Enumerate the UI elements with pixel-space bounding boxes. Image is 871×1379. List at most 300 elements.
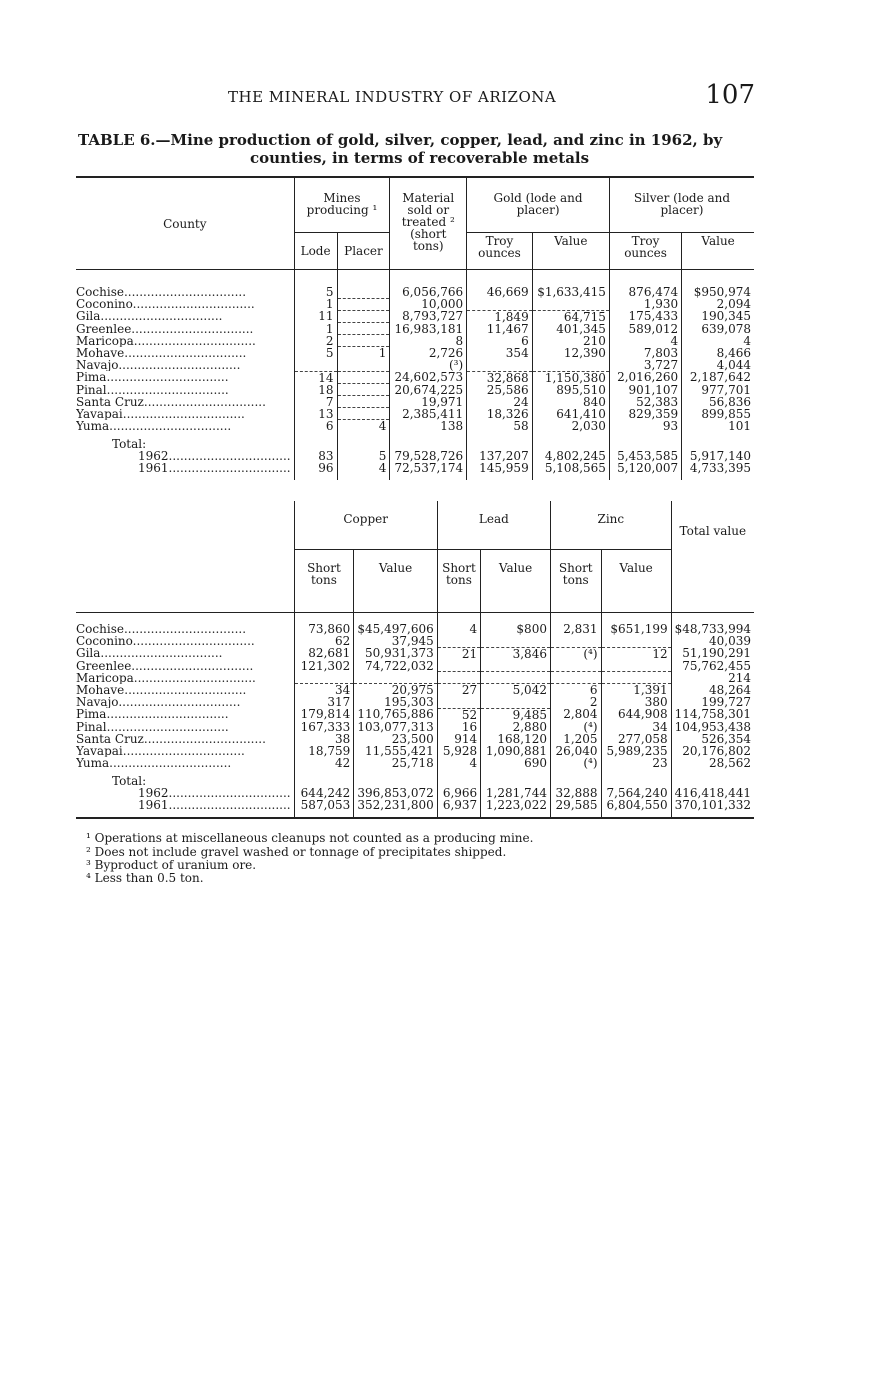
- total-cell: 6,937: [437, 799, 480, 811]
- total-value-header: Total value: [671, 501, 754, 613]
- table-cell: 901,107: [609, 384, 681, 396]
- table-cell: 82,681: [294, 647, 354, 660]
- table-row: [76, 310, 754, 323]
- table-cell: [337, 396, 390, 408]
- leader-dots: ................................: [168, 462, 291, 474]
- table-cell: [550, 672, 601, 684]
- zinc-header: Zinc: [550, 501, 671, 550]
- table-cell: 20,674,225: [390, 384, 467, 396]
- table-cell: 2: [550, 696, 601, 708]
- table-cell: 895,510: [532, 384, 609, 396]
- total-cell: 4,733,395: [682, 462, 754, 474]
- table-cell: 5,928: [437, 745, 480, 757]
- total-cell: 29,585: [550, 799, 601, 811]
- table-cell: 6: [294, 420, 337, 433]
- table-cell: 16: [437, 721, 480, 733]
- table-cell: 8,466: [682, 347, 754, 360]
- table-cell: [437, 660, 480, 672]
- county-name: Yuma................................: [76, 756, 232, 769]
- total-cell: 1,281,744: [481, 787, 551, 799]
- total-cell: 5: [337, 450, 390, 462]
- table-cell: 104,953,438: [671, 721, 754, 733]
- table-cell: 2,094: [682, 298, 754, 310]
- total-year: 1962................................: [138, 786, 291, 799]
- table-cell: 354: [467, 347, 533, 360]
- table-cell: 4: [609, 335, 681, 347]
- table-cell: [481, 660, 551, 672]
- table-cell: [337, 323, 390, 335]
- leader-dots: ................................: [118, 696, 241, 708]
- total-cell: 5,108,565: [532, 462, 609, 474]
- leader-dots: ................................: [168, 786, 291, 799]
- county-name: Mohave................................: [76, 683, 247, 696]
- total-cell: 416,418,441: [671, 787, 754, 799]
- county-name: Mohave................................: [76, 346, 247, 359]
- footnote-3: ³ Byproduct of uranium ore.: [86, 858, 257, 872]
- table-cell: [354, 672, 437, 684]
- total-cell: 1,223,022: [481, 799, 551, 811]
- table-cell: 2,880: [481, 721, 551, 733]
- total-cell: 5,120,007: [609, 462, 681, 474]
- table-cell: [437, 635, 480, 647]
- table-cell: 4: [437, 623, 480, 635]
- table-cell: 5,989,235: [601, 745, 671, 757]
- page-number: 107: [705, 80, 755, 110]
- table-cell: 40,039: [671, 635, 754, 647]
- table-cell: 114,758,301: [671, 708, 754, 721]
- table-cell: 38: [294, 733, 354, 745]
- total-year: 1961................................: [138, 462, 291, 474]
- county-name: Greenlee................................: [76, 322, 254, 335]
- copper-lead-zinc-table: [76, 501, 754, 819]
- table-cell: 101: [682, 420, 754, 433]
- table-cell: 52: [437, 708, 480, 721]
- total-cell: 4: [337, 462, 390, 474]
- table-cell: 214: [671, 672, 754, 684]
- county-name: Coconino................................: [76, 635, 255, 647]
- placer-header: Placer: [337, 233, 390, 270]
- table-cell: 2,030: [532, 420, 609, 433]
- table-cell: 26,040: [550, 745, 601, 757]
- table-cell: 317: [294, 696, 354, 708]
- table-cell: 1,150,380: [532, 371, 609, 384]
- total-year: 1961................................: [138, 798, 291, 811]
- county-name: Pima................................: [76, 708, 229, 721]
- total-cell: 370,101,332: [671, 799, 754, 811]
- county-name: Santa Cruz................................: [76, 732, 266, 745]
- table-cell: [601, 635, 671, 647]
- table-cell: (³): [390, 359, 467, 371]
- table-cell: 2,016,260: [609, 371, 681, 384]
- table-row: [76, 660, 754, 672]
- leader-dots: ................................: [168, 798, 291, 811]
- table-cell: 3,846: [481, 647, 551, 660]
- leader-dots: ................................: [100, 647, 223, 660]
- table-cell: 1: [294, 298, 337, 310]
- table-row: [76, 757, 754, 769]
- table-cell: [337, 384, 390, 396]
- table-cell: 190,345: [682, 310, 754, 323]
- leader-dots: ................................: [106, 371, 229, 384]
- leader-dots: ................................: [131, 659, 254, 672]
- table-cell: 23: [601, 757, 671, 769]
- table-cell: 195,303: [354, 696, 437, 708]
- table-cell: 42: [294, 757, 354, 769]
- footnote-2: ² Does not include gravel washed or tonnage of precipitates shipped.: [86, 845, 507, 859]
- table-cell: 11,555,421: [354, 745, 437, 757]
- table-cell: (⁴): [550, 757, 601, 769]
- table-cell: [550, 660, 601, 672]
- table-cell: 3,727: [609, 359, 681, 371]
- table-cell: [337, 335, 390, 347]
- table-cell: 34: [294, 684, 354, 697]
- total-cell: 644,242: [294, 787, 354, 799]
- table-cell: $651,199: [601, 623, 671, 635]
- table-cell: $800: [481, 623, 551, 635]
- table-row: [76, 708, 754, 721]
- total-cell: 6,804,550: [601, 799, 671, 811]
- total-cell: 145,959: [467, 462, 533, 474]
- table-row: [76, 396, 754, 408]
- total-cell: 137,207: [467, 450, 533, 462]
- leader-dots: ................................: [123, 623, 247, 635]
- table-cell: [337, 298, 390, 310]
- table-cell: 1: [294, 323, 337, 335]
- county-name: Navajo................................: [76, 696, 241, 708]
- table-cell: [467, 359, 533, 371]
- table-cell: 168,120: [481, 733, 551, 745]
- leader-dots: ................................: [109, 756, 232, 769]
- table-cell: 110,765,886: [354, 708, 437, 721]
- total-year: 1962................................: [138, 450, 291, 462]
- table-cell: 5: [294, 347, 337, 360]
- table-cell: [550, 635, 601, 647]
- table-cell: $950,974: [682, 286, 754, 298]
- total-cell: 396,853,072: [354, 787, 437, 799]
- table-cell: 4,044: [682, 359, 754, 371]
- table-cell: 1,849: [467, 310, 533, 323]
- table-cell: 840: [532, 396, 609, 408]
- gold-header: Gold (lode and placer): [467, 177, 610, 233]
- copper-value-header: Value: [354, 550, 437, 613]
- county-name: Maricopa................................: [76, 671, 256, 684]
- leader-dots: ................................: [123, 286, 247, 298]
- table-cell: 8,793,727: [390, 310, 467, 323]
- county-name: Navajo................................: [76, 359, 241, 371]
- table-cell: [337, 359, 390, 371]
- table-cell: 56,836: [682, 396, 754, 408]
- county-name: Yavapai................................: [76, 407, 245, 420]
- gold-silver-table: [76, 176, 754, 480]
- table-cell: [437, 672, 480, 684]
- total-cell: 72,537,174: [390, 462, 467, 474]
- table-cell: [601, 660, 671, 672]
- table-row: [76, 371, 754, 384]
- leader-dots: ................................: [143, 395, 266, 408]
- table-cell: 644,908: [601, 708, 671, 721]
- table-cell: 401,345: [532, 323, 609, 335]
- table-cell: 12,390: [532, 347, 609, 360]
- table-cell: 2,804: [550, 708, 601, 721]
- table-cell: [481, 635, 551, 647]
- table-cell: 10,000: [390, 298, 467, 310]
- table-cell: 11,467: [467, 323, 533, 335]
- table-cell: 138: [390, 420, 467, 433]
- table-cell: 7: [294, 396, 337, 408]
- table-cell: 1,930: [609, 298, 681, 310]
- leader-dots: ................................: [143, 732, 266, 745]
- table-cell: 20,176,802: [671, 745, 754, 757]
- table-cell: 6: [550, 684, 601, 697]
- leader-dots: ................................: [106, 720, 229, 733]
- table-cell: 121,302: [294, 660, 354, 672]
- lead-header: Lead: [437, 501, 550, 550]
- table-cell: $1,633,415: [532, 286, 609, 298]
- table-cell: 6,056,766: [390, 286, 467, 298]
- table-cell: (⁴): [550, 721, 601, 733]
- lead-short-tons-header: Short tons: [437, 550, 480, 613]
- table-cell: 46,669: [467, 286, 533, 298]
- county-name: Cochise................................: [76, 623, 247, 635]
- county-name: Pinal................................: [76, 383, 229, 396]
- table-cell: 167,333: [294, 721, 354, 733]
- total-row: [76, 462, 754, 474]
- total-cell: 5,453,585: [609, 450, 681, 462]
- county-name: Gila................................: [76, 310, 223, 323]
- table-cell: 641,410: [532, 408, 609, 420]
- silver-value-header: Value: [682, 233, 754, 270]
- table-cell: 48,264: [671, 684, 754, 697]
- table-cell: 21: [437, 647, 480, 660]
- table-cell: $45,497,606: [354, 623, 437, 635]
- table-cell: 25,586: [467, 384, 533, 396]
- table-cell: 25,718: [354, 757, 437, 769]
- table-cell: [294, 359, 337, 371]
- table-cell: 1,205: [550, 733, 601, 745]
- table-cell: 914: [437, 733, 480, 745]
- total-label: Total:: [112, 773, 147, 788]
- county-name: Pinal................................: [76, 720, 229, 733]
- table-cell: 19,971: [390, 396, 467, 408]
- copper-lead-zinc-table-body: [76, 613, 754, 818]
- table-cell: 179,814: [294, 708, 354, 721]
- lode-header: Lode: [294, 233, 337, 270]
- county-name: Pima................................: [76, 371, 229, 384]
- table-cell: 74,722,032: [354, 660, 437, 672]
- table-cell: 23,500: [354, 733, 437, 745]
- zinc-short-tons-header: Short tons: [550, 550, 601, 613]
- total-cell: 32,888: [550, 787, 601, 799]
- table-cell: 75,762,455: [671, 660, 754, 672]
- table-cell: 199,727: [671, 696, 754, 708]
- table-cell: 8: [390, 335, 467, 347]
- table-cell: 7,803: [609, 347, 681, 360]
- table-row: [76, 733, 754, 745]
- leader-dots: ................................: [106, 383, 229, 396]
- table-cell: 9,485: [481, 708, 551, 721]
- table-cell: 14: [294, 371, 337, 384]
- table-cell: 1: [337, 347, 390, 360]
- table-cell: 1,391: [601, 684, 671, 697]
- gold-silver-table-body: [76, 270, 754, 481]
- county-name: Greenlee................................: [76, 659, 254, 672]
- table-cell: [337, 371, 390, 384]
- table-cell: 2,187,642: [682, 371, 754, 384]
- table-cell: 876,474: [609, 286, 681, 298]
- table-cell: [481, 696, 551, 708]
- table-cell: 5,042: [481, 684, 551, 697]
- table-cell: 690: [481, 757, 551, 769]
- table-cell: 18: [294, 384, 337, 396]
- table-cell: 2,831: [550, 623, 601, 635]
- total-row: [76, 787, 754, 799]
- county-name: Yavapai................................: [76, 744, 245, 757]
- table-cell: 93: [609, 420, 681, 433]
- leader-dots: ................................: [133, 671, 256, 684]
- county-name: Maricopa................................: [76, 334, 256, 347]
- table-cell: 589,012: [609, 323, 681, 335]
- table-cell: 12: [601, 647, 671, 660]
- leader-dots: ................................: [124, 346, 247, 359]
- total-cell: 6,966: [437, 787, 480, 799]
- table-row: [76, 335, 754, 347]
- county-name: Gila................................: [76, 647, 223, 660]
- footnote-4: ⁴ Less than 0.5 ton.: [86, 871, 204, 885]
- table-cell: 28,562: [671, 757, 754, 769]
- table-cell: 27: [437, 684, 480, 697]
- silver-header: Silver (lode and placer): [609, 177, 754, 233]
- table-cell: [601, 672, 671, 684]
- table-cell: [532, 359, 609, 371]
- leader-dots: ................................: [131, 322, 254, 335]
- table-cell: 2,385,411: [390, 408, 467, 420]
- total-cell: 352,231,800: [354, 799, 437, 811]
- table-cell: 24,602,573: [390, 371, 467, 384]
- table-row: [76, 323, 754, 335]
- table-cell: [437, 696, 480, 708]
- leader-dots: ................................: [122, 407, 245, 420]
- table-cell: 64,715: [532, 310, 609, 323]
- table-cell: 11: [294, 310, 337, 323]
- table-cell: 37,945: [354, 635, 437, 647]
- gold-value-header: Value: [532, 233, 609, 270]
- table-cell: 4: [437, 757, 480, 769]
- mines-producing-header: Mines producing ¹: [294, 177, 390, 233]
- table-cell: 526,354: [671, 733, 754, 745]
- table-cell: 18,759: [294, 745, 354, 757]
- table-row: [76, 647, 754, 660]
- table-cell: 34: [601, 721, 671, 733]
- total-cell: 96: [294, 462, 337, 474]
- leader-dots: ................................: [133, 334, 256, 347]
- table-cell: $48,733,994: [671, 623, 754, 635]
- table-caption-line-1: TABLE 6.—Mine production of gold, silver, copper, lead, and zinc in 1962, by: [78, 131, 723, 149]
- table-cell: 4: [337, 420, 390, 433]
- table-row: [76, 672, 754, 684]
- total-row: [76, 799, 754, 811]
- table-cell: [481, 672, 551, 684]
- material-header: Material sold or treated ² (short tons): [390, 177, 467, 270]
- table-cell: 103,077,313: [354, 721, 437, 733]
- county-name: Yuma................................: [76, 419, 232, 432]
- running-header-title: THE MINERAL INDUSTRY OF ARIZONA: [228, 88, 557, 106]
- gold-troy-ounces-header: Troy ounces: [467, 233, 533, 270]
- table-cell: 380: [601, 696, 671, 708]
- table-cell: (⁴): [550, 647, 601, 660]
- total-cell: 83: [294, 450, 337, 462]
- leader-dots: ................................: [106, 708, 229, 721]
- table-cell: 175,433: [609, 310, 681, 323]
- table-cell: 977,701: [682, 384, 754, 396]
- table-cell: 899,855: [682, 408, 754, 420]
- total-cell: 5,917,140: [682, 450, 754, 462]
- silver-troy-ounces-header: Troy ounces: [609, 233, 681, 270]
- table-cell: 1,090,881: [481, 745, 551, 757]
- table-row: [76, 420, 754, 433]
- lead-value-header: Value: [481, 550, 551, 613]
- county-name: Santa Cruz................................: [76, 395, 266, 408]
- leader-dots: ................................: [132, 635, 255, 647]
- copper-short-tons-header: Short tons: [294, 550, 354, 613]
- leader-dots: ................................: [124, 683, 247, 696]
- table-row: [76, 384, 754, 396]
- leader-dots: ................................: [100, 310, 223, 323]
- county-header: County: [76, 177, 294, 270]
- table-cell: [337, 408, 390, 420]
- table-row: [76, 408, 754, 420]
- copper-header: Copper: [294, 501, 437, 550]
- table-cell: 58: [467, 420, 533, 433]
- leader-dots: ................................: [118, 359, 241, 371]
- table-cell: 2: [294, 335, 337, 347]
- table-row: [76, 745, 754, 757]
- county-name: Coconino................................: [76, 298, 255, 310]
- table-cell: 4: [682, 335, 754, 347]
- total-cell: 4,802,245: [532, 450, 609, 462]
- leader-dots: ................................: [168, 450, 291, 462]
- leader-dots: ................................: [132, 298, 255, 310]
- table-cell: 13: [294, 408, 337, 420]
- table-cell: 51,190,291: [671, 647, 754, 660]
- table-cell: 277,058: [601, 733, 671, 745]
- table-cell: 20,975: [354, 684, 437, 697]
- table-caption-line-2: counties, in terms of recoverable metals: [250, 149, 590, 167]
- table-cell: 639,078: [682, 323, 754, 335]
- table-cell: 52,383: [609, 396, 681, 408]
- table-cell: 62: [294, 635, 354, 647]
- total-cell: 7,564,240: [601, 787, 671, 799]
- table-cell: [532, 298, 609, 310]
- table-cell: 32,868: [467, 371, 533, 384]
- table-cell: [467, 298, 533, 310]
- table-cell: 16,983,181: [390, 323, 467, 335]
- table-cell: 210: [532, 335, 609, 347]
- table-cell: [294, 672, 354, 684]
- table-cell: 50,931,373: [354, 647, 437, 660]
- footnote-1: ¹ Operations at miscellaneous cleanups not counted as a producing mine.: [86, 831, 534, 845]
- table-cell: 5: [294, 286, 337, 298]
- table-cell: [337, 286, 390, 298]
- leader-dots: ................................: [109, 419, 232, 432]
- table-cell: 73,860: [294, 623, 354, 635]
- table-cell: [337, 310, 390, 323]
- table-row: [76, 721, 754, 733]
- table-cell: 829,359: [609, 408, 681, 420]
- table-cell: 18,326: [467, 408, 533, 420]
- leader-dots: ................................: [122, 744, 245, 757]
- table-cell: 2,726: [390, 347, 467, 360]
- table-cell: 6: [467, 335, 533, 347]
